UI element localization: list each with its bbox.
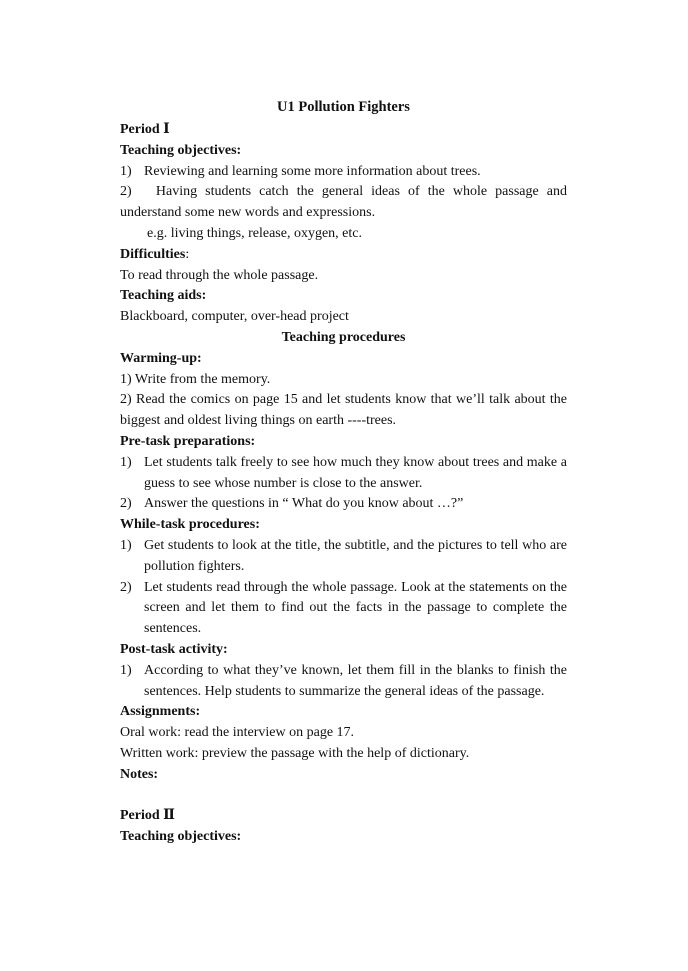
notes-heading: Notes:: [120, 766, 159, 782]
whiletask-text: Let students read through the whole passage. Look at the statements on the screen and let them to find out the facts in the passage to complete the sentences.: [144, 579, 567, 637]
pretask-number: 2): [120, 496, 132, 512]
assignments-heading: Assignments:: [120, 704, 201, 720]
whiletask-number: 1): [120, 537, 132, 553]
objective-item: [120, 182, 567, 224]
difficulties-text: To read through the whole passage.: [120, 267, 319, 283]
objective-text: Reviewing and learning some more information about trees.: [144, 163, 481, 179]
difficulties-heading: Difficulties: [120, 246, 186, 262]
assignment-item: Written work: preview the passage with the help of dictionary.: [120, 745, 470, 761]
teaching-objectives-heading: Teaching objectives:: [120, 142, 242, 158]
while-task-heading: While-task procedures:: [120, 517, 260, 533]
objective-text-full: [120, 182, 567, 224]
warmup-item: 1) Write from the memory.: [120, 371, 271, 387]
objective-number: 2): [120, 184, 132, 200]
whiletask-item: [120, 578, 567, 640]
whiletask-number: 2): [120, 579, 132, 595]
warmup-item: 2) Read the comics on page 15 and let students know that we’ll talk about the biggest and oldest living things on earth ----trees.: [120, 392, 567, 429]
pretask-text: Let students talk freely to see how much they know about trees and make a guess to see whose number is close to the answer.: [144, 454, 567, 491]
posttask-item: [120, 661, 567, 703]
pre-task-heading: Pre-task preparations:: [120, 433, 256, 449]
teaching-procedures-heading: Teaching procedures: [281, 329, 406, 345]
document-title: U1 Pollution Fighters: [277, 99, 410, 115]
objective-item: [120, 162, 567, 183]
teaching-aids-text: Blackboard, computer, over-head project: [120, 309, 349, 325]
objective-number: 1): [120, 163, 132, 179]
difficulties-heading-line: [120, 245, 567, 266]
period-2-objectives-heading: Teaching objectives:: [120, 829, 242, 845]
document-page: [120, 96, 567, 848]
pretask-item: [120, 494, 567, 515]
pretask-text: Answer the questions in “ What do you know about …?”: [144, 496, 464, 512]
blank-line: [120, 786, 567, 807]
pretask-item: [120, 453, 567, 495]
objective-text: Having students catch the general ideas of the whole passage and understand some new words and expressions.: [120, 184, 568, 221]
period-2-label: Period Ⅱ: [120, 808, 175, 824]
difficulties-colon: :: [185, 246, 190, 262]
warming-up-heading: Warming-up:: [120, 350, 202, 366]
example-line: e.g. living things, release, oxygen, etc.: [147, 225, 362, 241]
whiletask-text: Get students to look at the title, the subtitle, and the pictures to tell who are pollution fighters.: [144, 537, 567, 574]
teaching-aids-heading: Teaching aids:: [120, 288, 207, 304]
assignment-item: Oral work: read the interview on page 17.: [120, 725, 355, 741]
posttask-number: 1): [120, 662, 132, 678]
post-task-heading: Post-task activity:: [120, 641, 228, 657]
whiletask-item: [120, 536, 567, 578]
period-1-label: Period Ⅰ: [120, 122, 170, 137]
pretask-number: 1): [120, 454, 132, 470]
posttask-text: According to what they’ve known, let them fill in the blanks to finish the sentences. Help students to summarize the general ideas of the passage.: [144, 662, 567, 699]
